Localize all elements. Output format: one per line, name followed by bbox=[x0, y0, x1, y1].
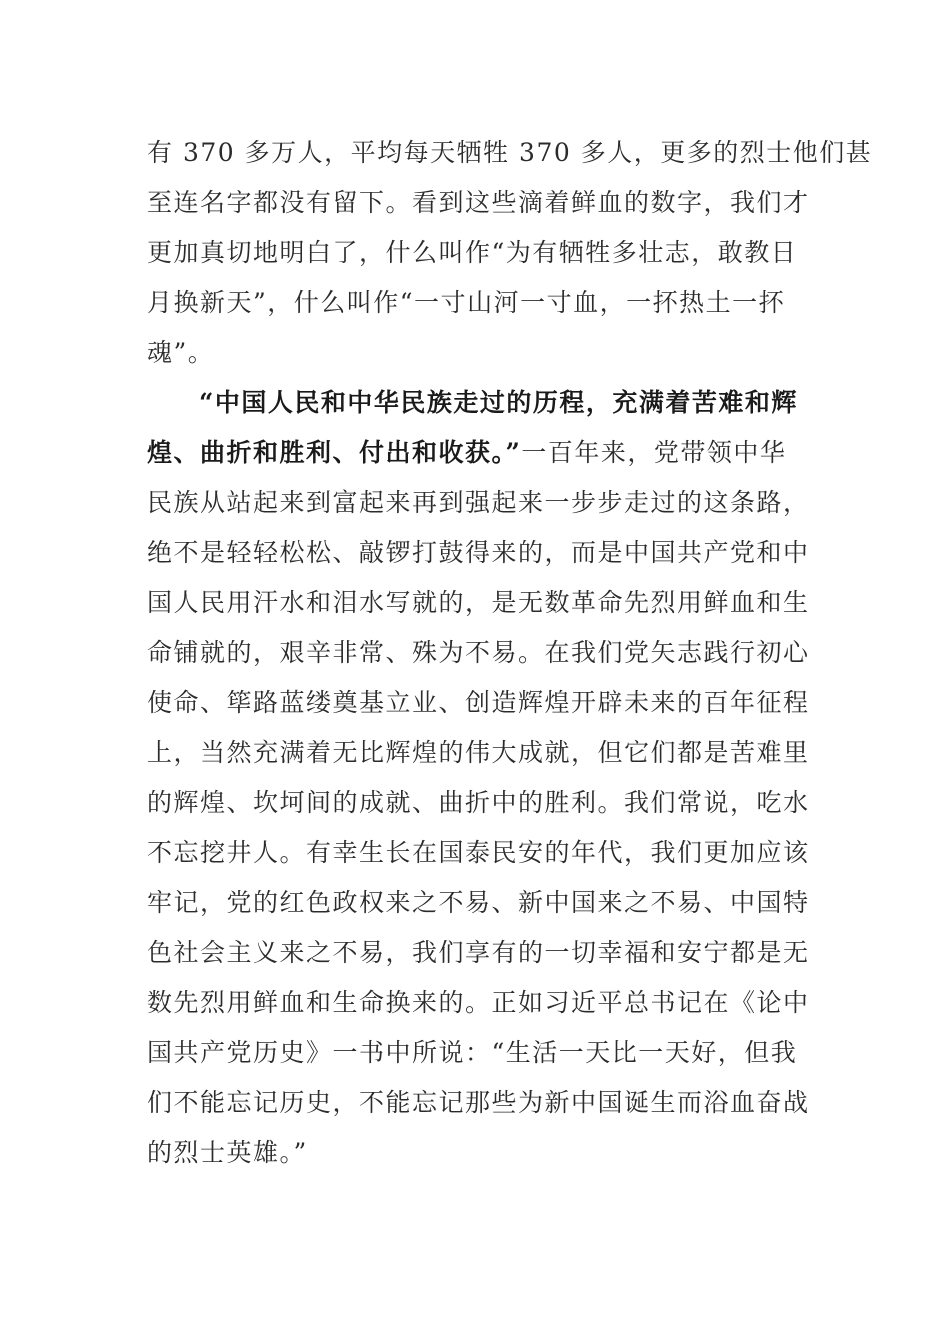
text-line: 国共产党历史》一书中所说：“生活一天比一天好，但我 bbox=[147, 1038, 798, 1067]
text-line: 有 370 多万人，平均每天牺牲 370 多人，更多的烈士他们甚 bbox=[147, 138, 873, 167]
text-line: 月换新天”，什么叫作“一寸山河一寸血，一抔热土一抔 bbox=[147, 288, 786, 317]
text-line: 的辉煌、坎坷间的成就、曲折中的胜利。我们常说，吃水 bbox=[147, 788, 810, 817]
text-line: 色社会主义来之不易，我们享有的一切幸福和安宁都是无 bbox=[147, 938, 810, 967]
text-line: 魂”。 bbox=[147, 338, 215, 367]
paragraph-2 bbox=[147, 378, 810, 1178]
text-line: 民族从站起来到富起来再到强起来一步步走过的这条路， bbox=[147, 488, 810, 517]
text-line: 至连名字都没有留下。看到这些滴着鲜血的数字，我们才 bbox=[147, 188, 810, 217]
text-span: 一百年来，党带领中华 bbox=[521, 438, 787, 467]
text-line: 绝不是轻轻松松、敲锣打鼓得来的，而是中国共产党和中 bbox=[147, 538, 810, 567]
text-line bbox=[147, 428, 807, 478]
bold-quote: “中国人民和中华民族走过的历程，充满着苦难和辉 bbox=[199, 388, 798, 417]
text-line: 上，当然充满着无比辉煌的伟大成就，但它们都是苦难里 bbox=[147, 738, 810, 767]
text-line: 更加真切地明白了，什么叫作“为有牺牲多壮志，敢教日 bbox=[147, 238, 798, 267]
text-line: 牢记，党的红色政权来之不易、新中国来之不易、中国特 bbox=[147, 888, 810, 917]
text-line: 的烈士英雄。” bbox=[147, 1138, 308, 1167]
text-line: 不忘挖井人。有幸生长在国泰民安的年代，我们更加应该 bbox=[147, 838, 810, 867]
bold-quote: 煌、曲折和胜利、付出和收获。” bbox=[147, 438, 522, 467]
text-line bbox=[147, 378, 807, 428]
text-line: 数先烈用鲜血和生命换来的。正如习近平总书记在《论中 bbox=[147, 988, 810, 1017]
text-line: 使命、筚路蓝缕奠基立业、创造辉煌开辟未来的百年征程 bbox=[147, 688, 810, 717]
body-text bbox=[147, 128, 873, 1178]
paragraph-1 bbox=[147, 128, 873, 378]
text-line: 国人民用汗水和泪水写就的，是无数革命先烈用鲜血和生 bbox=[147, 588, 810, 617]
text-line: 们不能忘记历史，不能忘记那些为新中国诞生而浴血奋战 bbox=[147, 1088, 810, 1117]
text-line: 命铺就的，艰辛非常、殊为不易。在我们党矢志践行初心 bbox=[147, 638, 810, 667]
